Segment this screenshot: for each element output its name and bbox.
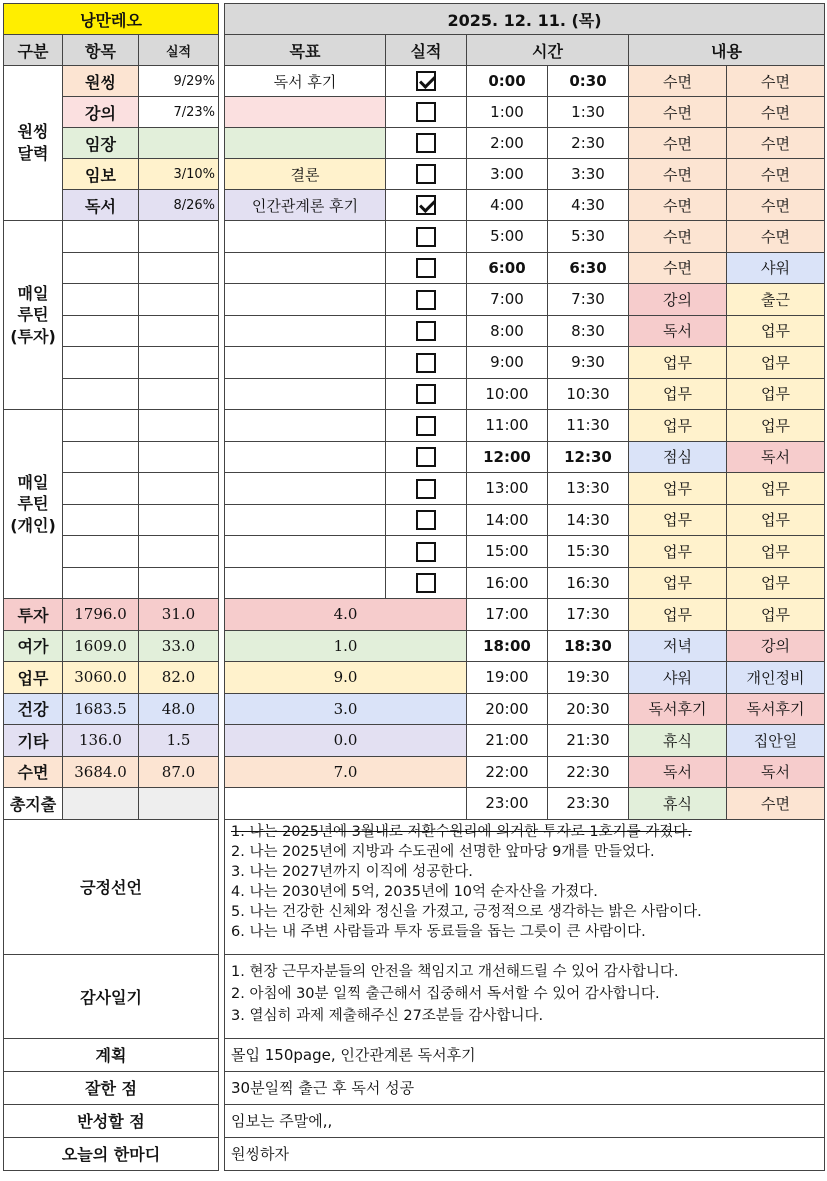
- routine-cell[interactable]: [139, 441, 219, 473]
- time-half: 10:30: [548, 378, 629, 410]
- time-slot-row: [225, 599, 825, 631]
- time-slot-row: [225, 128, 825, 159]
- item-reading: 독서: [63, 190, 139, 221]
- unchecked-checkbox[interactable]: [416, 258, 436, 278]
- activity-cell[interactable]: 업무: [727, 410, 825, 442]
- category-wonssing-calendar: 원씽 달력: [4, 66, 63, 221]
- activity-cell[interactable]: 수면: [727, 97, 825, 128]
- stat-label-invest: 투자: [4, 599, 63, 631]
- routine-cell[interactable]: [63, 567, 139, 599]
- time-half: 2:30: [548, 128, 629, 159]
- time-start: 13:00: [467, 473, 548, 505]
- time-slot-row: [225, 662, 825, 694]
- done-cell[interactable]: [386, 536, 467, 568]
- routine-cell[interactable]: [139, 252, 219, 284]
- done-cell[interactable]: [386, 473, 467, 505]
- activity-cell[interactable]: 수면: [629, 97, 727, 128]
- word-of-day-text[interactable]: 원씽하자: [225, 1137, 825, 1170]
- good-text[interactable]: 30분일찍 출근 후 독서 성공: [225, 1071, 825, 1104]
- owner-name: 낭만레오: [4, 4, 219, 35]
- goal-cell[interactable]: [225, 315, 386, 347]
- activity-cell[interactable]: 집안일: [727, 725, 825, 757]
- time-slot-row: [225, 756, 825, 788]
- goal-cell[interactable]: 인간관계론 후기: [225, 190, 386, 221]
- time-start: 8:00: [467, 315, 548, 347]
- goal-cell[interactable]: [225, 378, 386, 410]
- unchecked-checkbox[interactable]: [416, 227, 436, 247]
- unchecked-checkbox[interactable]: [416, 321, 436, 341]
- activity-cell[interactable]: 독서후기: [727, 693, 825, 725]
- goal-cell[interactable]: [225, 97, 386, 128]
- time-slot-row: [225, 347, 825, 379]
- unchecked-checkbox[interactable]: [416, 542, 436, 562]
- routine-cell[interactable]: [63, 315, 139, 347]
- activity-cell[interactable]: 휴식: [629, 725, 727, 757]
- header-item: 항목: [63, 35, 139, 66]
- gratitude-label: 감사일기: [4, 954, 219, 1038]
- affirmation-list: [225, 819, 825, 954]
- activity-cell[interactable]: 수면: [629, 66, 727, 97]
- time-half: 17:30: [548, 599, 629, 631]
- checked-checkbox[interactable]: [416, 195, 436, 215]
- goal-cell[interactable]: [225, 252, 386, 284]
- unchecked-checkbox[interactable]: [416, 416, 436, 436]
- stat-actual-leisure: 33.0: [139, 630, 219, 662]
- time-half: 12:30: [548, 441, 629, 473]
- time-half: 7:30: [548, 284, 629, 316]
- time-half: 3:30: [548, 159, 629, 190]
- activity-cell[interactable]: 독서: [727, 756, 825, 788]
- activity-cell[interactable]: 업무: [727, 315, 825, 347]
- activity-cell[interactable]: 샤워: [727, 252, 825, 284]
- stat-label-leisure: 여가: [4, 630, 63, 662]
- routine-cell[interactable]: [139, 567, 219, 599]
- stat-target-cell: 1.0: [225, 630, 467, 662]
- time-half: 16:30: [548, 567, 629, 599]
- activity-cell[interactable]: 수면: [727, 128, 825, 159]
- routine-cell[interactable]: [63, 441, 139, 473]
- time-start: 2:00: [467, 128, 548, 159]
- stat-label-health: 건강: [4, 693, 63, 725]
- routine-cell[interactable]: [139, 221, 219, 253]
- time-half: 23:30: [548, 788, 629, 820]
- routine-cell[interactable]: [139, 315, 219, 347]
- activity-cell[interactable]: 업무: [727, 347, 825, 379]
- header-category: 구분: [4, 35, 63, 66]
- header-done: 실적: [386, 35, 467, 66]
- time-half: 0:30: [548, 66, 629, 97]
- stat-target-cell: 9.0: [225, 662, 467, 694]
- stat-actual-sleep: 87.0: [139, 756, 219, 788]
- stat-total-health: 1683.5: [63, 693, 139, 725]
- goal-cell[interactable]: [225, 284, 386, 316]
- record-reading: 8/26%: [139, 190, 219, 221]
- stat-label-etc: 기타: [4, 725, 63, 757]
- header-content: 내용: [629, 35, 825, 66]
- stat-actual-etc: 1.5: [139, 725, 219, 757]
- time-start: 12:00: [467, 441, 548, 473]
- plan-label: 계획: [4, 1038, 219, 1071]
- unchecked-checkbox[interactable]: [416, 353, 436, 373]
- time-half: 21:30: [548, 725, 629, 757]
- time-half: 19:30: [548, 662, 629, 694]
- time-start: 4:00: [467, 190, 548, 221]
- goal-cell[interactable]: [225, 441, 386, 473]
- time-start: 22:00: [467, 756, 548, 788]
- done-cell[interactable]: [386, 504, 467, 536]
- done-cell[interactable]: [386, 567, 467, 599]
- stat-actual-health: 48.0: [139, 693, 219, 725]
- unchecked-checkbox[interactable]: [416, 164, 436, 184]
- activity-cell[interactable]: 독서: [629, 315, 727, 347]
- time-start: 15:00: [467, 536, 548, 568]
- left-summary-table: [3, 3, 219, 1171]
- stat-label-sleep: 수면: [4, 756, 63, 788]
- activity-cell[interactable]: 샤워: [629, 662, 727, 694]
- activity-cell[interactable]: 업무: [727, 599, 825, 631]
- date-header: 2025. 12. 11. (목): [225, 4, 825, 35]
- activity-cell[interactable]: 점심: [629, 441, 727, 473]
- time-slot-row: [225, 504, 825, 536]
- category-daily-routine-invest: 매일 루틴 (투자): [4, 221, 63, 410]
- record-report: 3/10%: [139, 159, 219, 190]
- activity-cell[interactable]: 휴식: [629, 788, 727, 820]
- time-slot-row: [225, 788, 825, 820]
- activity-cell[interactable]: 개인정비: [727, 662, 825, 694]
- activity-cell[interactable]: 업무: [629, 378, 727, 410]
- stat-actual-invest: 31.0: [139, 599, 219, 631]
- activity-cell[interactable]: 수면: [727, 788, 825, 820]
- time-half: 11:30: [548, 410, 629, 442]
- time-start: 20:00: [467, 693, 548, 725]
- word-of-day-label: 오늘의 한마디: [4, 1137, 219, 1170]
- item-lecture: 강의: [63, 97, 139, 128]
- time-slot-row: [225, 97, 825, 128]
- done-cell[interactable]: [386, 441, 467, 473]
- affirmation-item: 3. 나는 2027년까지 이직에 성공한다.: [231, 863, 473, 880]
- category-daily-routine-personal: 매일 루틴 (개인): [4, 410, 63, 599]
- done-cell[interactable]: [386, 252, 467, 284]
- time-start: 21:00: [467, 725, 548, 757]
- goal-cell[interactable]: [225, 536, 386, 568]
- routine-cell[interactable]: [63, 504, 139, 536]
- time-half: 15:30: [548, 536, 629, 568]
- activity-cell[interactable]: 업무: [629, 410, 727, 442]
- time-slot-row: [225, 473, 825, 505]
- unchecked-checkbox[interactable]: [416, 133, 436, 153]
- affirmation-item: 2. 나는 2025년에 지방과 수도권에 선명한 앞마당 9개를 만들었다.: [231, 843, 655, 860]
- stat-target-cell: 3.0: [225, 693, 467, 725]
- affirmation-label: 긍정선언: [4, 819, 219, 954]
- time-start: 9:00: [467, 347, 548, 379]
- time-slot-row: [225, 725, 825, 757]
- activity-cell[interactable]: 업무: [629, 473, 727, 505]
- stat-actual-work: 82.0: [139, 662, 219, 694]
- time-start: 11:00: [467, 410, 548, 442]
- activity-cell[interactable]: 수면: [629, 190, 727, 221]
- unchecked-checkbox[interactable]: [416, 290, 436, 310]
- header-record: 실적: [139, 35, 219, 66]
- time-slot-row: [225, 190, 825, 221]
- time-start: 23:00: [467, 788, 548, 820]
- reflect-label: 반성할 점: [4, 1104, 219, 1137]
- item-site-visit: 임장: [63, 128, 139, 159]
- activity-cell[interactable]: 업무: [727, 504, 825, 536]
- routine-cell[interactable]: [63, 378, 139, 410]
- activity-cell[interactable]: 수면: [727, 190, 825, 221]
- done-cell[interactable]: [386, 97, 467, 128]
- header-goal: 목표: [225, 35, 386, 66]
- activity-cell[interactable]: 수면: [727, 159, 825, 190]
- time-slot-row: [225, 284, 825, 316]
- stat-target-cell: 4.0: [225, 599, 467, 631]
- stat-total-sleep: 3684.0: [63, 756, 139, 788]
- stat-total-invest: 1796.0: [63, 599, 139, 631]
- stat-target-cell: 7.0: [225, 756, 467, 788]
- time-slot-body: [225, 66, 825, 820]
- record-wonssing: 9/29%: [139, 66, 219, 97]
- time-half: 5:30: [548, 221, 629, 253]
- time-start: 19:00: [467, 662, 548, 694]
- gratitude-item: 1. 현장 근무자분들의 안전을 책임지고 개선해드릴 수 있어 감사합니다.: [231, 963, 679, 980]
- time-slot-row: [225, 66, 825, 97]
- time-slot-row: [225, 693, 825, 725]
- routine-cell[interactable]: [63, 284, 139, 316]
- stat-total-leisure: 1609.0: [63, 630, 139, 662]
- time-slot-row: [225, 221, 825, 253]
- time-start: 18:00: [467, 630, 548, 662]
- time-slot-row: [225, 441, 825, 473]
- done-cell[interactable]: [386, 410, 467, 442]
- routine-cell[interactable]: [63, 536, 139, 568]
- activity-cell[interactable]: 강의: [629, 284, 727, 316]
- routine-cell[interactable]: [63, 221, 139, 253]
- unchecked-checkbox[interactable]: [416, 573, 436, 593]
- done-cell[interactable]: [386, 221, 467, 253]
- time-slot-row: [225, 567, 825, 599]
- item-wonssing: 원씽: [63, 66, 139, 97]
- time-slot-row: [225, 536, 825, 568]
- right-schedule-table: [224, 3, 825, 1171]
- activity-cell[interactable]: 업무: [629, 599, 727, 631]
- routine-cell[interactable]: [63, 347, 139, 379]
- routine-cell[interactable]: [63, 410, 139, 442]
- goal-cell[interactable]: 독서 후기: [225, 66, 386, 97]
- time-start: 1:00: [467, 97, 548, 128]
- reflect-text[interactable]: 임보는 주말에,,: [225, 1104, 825, 1137]
- unchecked-checkbox[interactable]: [416, 479, 436, 499]
- activity-cell[interactable]: 수면: [629, 159, 727, 190]
- affirmation-item: 4. 나는 2030년에 5억, 2035년에 10억 순자산을 가졌다.: [231, 883, 598, 900]
- done-cell[interactable]: [386, 190, 467, 221]
- header-time: 시간: [467, 35, 629, 66]
- activity-cell[interactable]: 저녁: [629, 630, 727, 662]
- activity-cell[interactable]: 독서: [727, 441, 825, 473]
- time-half: 9:30: [548, 347, 629, 379]
- stat-target-cell: 0.0: [225, 725, 467, 757]
- goal-cell[interactable]: [225, 504, 386, 536]
- unchecked-checkbox[interactable]: [416, 102, 436, 122]
- time-start: 0:00: [467, 66, 548, 97]
- done-cell[interactable]: [386, 347, 467, 379]
- routine-cell[interactable]: [139, 284, 219, 316]
- stat-label-work: 업무: [4, 662, 63, 694]
- done-cell[interactable]: [386, 284, 467, 316]
- stat-total-total-expense: [63, 788, 139, 820]
- routine-cell[interactable]: [139, 504, 219, 536]
- activity-cell[interactable]: 독서: [629, 756, 727, 788]
- done-cell[interactable]: [386, 315, 467, 347]
- time-start: 17:00: [467, 599, 548, 631]
- affirmation-item: 5. 나는 건강한 신체와 정신을 가졌고, 긍정적으로 생각하는 밝은 사람이다.: [231, 903, 702, 920]
- done-cell[interactable]: [386, 378, 467, 410]
- time-start: 6:00: [467, 252, 548, 284]
- item-report: 임보: [63, 159, 139, 190]
- activity-cell[interactable]: 강의: [727, 630, 825, 662]
- stat-total-work: 3060.0: [63, 662, 139, 694]
- plan-text[interactable]: 몰입 150page, 인간관계론 독서후기: [225, 1038, 825, 1071]
- unchecked-checkbox[interactable]: [416, 510, 436, 530]
- unchecked-checkbox[interactable]: [416, 384, 436, 404]
- time-start: 5:00: [467, 221, 548, 253]
- record-site-visit: [139, 128, 219, 159]
- time-slot-row: [225, 315, 825, 347]
- stat-target-cell: [225, 788, 467, 820]
- routine-cell[interactable]: [139, 347, 219, 379]
- time-half: 6:30: [548, 252, 629, 284]
- activity-cell[interactable]: 수면: [727, 66, 825, 97]
- activity-cell[interactable]: 업무: [629, 347, 727, 379]
- activity-cell[interactable]: 업무: [629, 536, 727, 568]
- time-slot-row: [225, 630, 825, 662]
- time-slot-row: [225, 159, 825, 190]
- activity-cell[interactable]: 수면: [727, 221, 825, 253]
- goal-cell[interactable]: [225, 473, 386, 505]
- goal-cell[interactable]: 결론: [225, 159, 386, 190]
- activity-cell[interactable]: 업무: [727, 567, 825, 599]
- time-start: 16:00: [467, 567, 548, 599]
- activity-cell[interactable]: 업무: [727, 378, 825, 410]
- goal-cell[interactable]: [225, 567, 386, 599]
- time-start: 10:00: [467, 378, 548, 410]
- stat-total-etc: 136.0: [63, 725, 139, 757]
- activity-cell[interactable]: 업무: [629, 504, 727, 536]
- time-slot-row: [225, 252, 825, 284]
- stat-label-total-expense: 총지출: [4, 788, 63, 820]
- time-half: 18:30: [548, 630, 629, 662]
- time-half: 22:30: [548, 756, 629, 788]
- record-lecture: 7/23%: [139, 97, 219, 128]
- gratitude-item: 2. 아침에 30분 일찍 출근해서 집중해서 독서할 수 있어 감사합니다.: [231, 985, 660, 1002]
- time-half: 14:30: [548, 504, 629, 536]
- affirmation-item: 6. 나는 내 주변 사람들과 투자 동료들을 돕는 그릇이 큰 사람이다.: [231, 923, 646, 940]
- activity-cell[interactable]: 수면: [629, 128, 727, 159]
- done-cell[interactable]: [386, 159, 467, 190]
- unchecked-checkbox[interactable]: [416, 447, 436, 467]
- time-slot-row: [225, 410, 825, 442]
- time-start: 7:00: [467, 284, 548, 316]
- routine-cell[interactable]: [139, 378, 219, 410]
- activity-cell[interactable]: 수면: [629, 252, 727, 284]
- activity-cell[interactable]: 업무: [727, 473, 825, 505]
- goal-cell[interactable]: [225, 221, 386, 253]
- done-cell[interactable]: [386, 66, 467, 97]
- routine-cell[interactable]: [63, 252, 139, 284]
- good-label: 잘한 점: [4, 1071, 219, 1104]
- routine-cell[interactable]: [139, 536, 219, 568]
- time-half: 8:30: [548, 315, 629, 347]
- time-half: 20:30: [548, 693, 629, 725]
- activity-cell[interactable]: 출근: [727, 284, 825, 316]
- time-half: 1:30: [548, 97, 629, 128]
- activity-cell[interactable]: 업무: [629, 567, 727, 599]
- checked-checkbox[interactable]: [416, 71, 436, 91]
- routine-cell[interactable]: [139, 410, 219, 442]
- activity-cell[interactable]: 독서후기: [629, 693, 727, 725]
- gratitude-list: [225, 954, 825, 1038]
- time-half: 13:30: [548, 473, 629, 505]
- goal-cell[interactable]: [225, 410, 386, 442]
- time-half: 4:30: [548, 190, 629, 221]
- activity-cell[interactable]: 수면: [629, 221, 727, 253]
- affirmation-item: 1. 나는 2025년에 3월내로 저환수원리에 의거한 투자로 1호기를 가졌다.: [231, 823, 692, 840]
- time-start: 3:00: [467, 159, 548, 190]
- goal-cell[interactable]: [225, 128, 386, 159]
- goal-cell[interactable]: [225, 347, 386, 379]
- routine-cell[interactable]: [63, 473, 139, 505]
- time-slot-row: [225, 378, 825, 410]
- activity-cell[interactable]: 업무: [727, 536, 825, 568]
- stat-actual-total-expense: [139, 788, 219, 820]
- gratitude-item: 3. 열심히 과제 제출해주신 27조분들 감사합니다.: [231, 1007, 544, 1024]
- time-start: 14:00: [467, 504, 548, 536]
- routine-cell[interactable]: [139, 473, 219, 505]
- done-cell[interactable]: [386, 128, 467, 159]
